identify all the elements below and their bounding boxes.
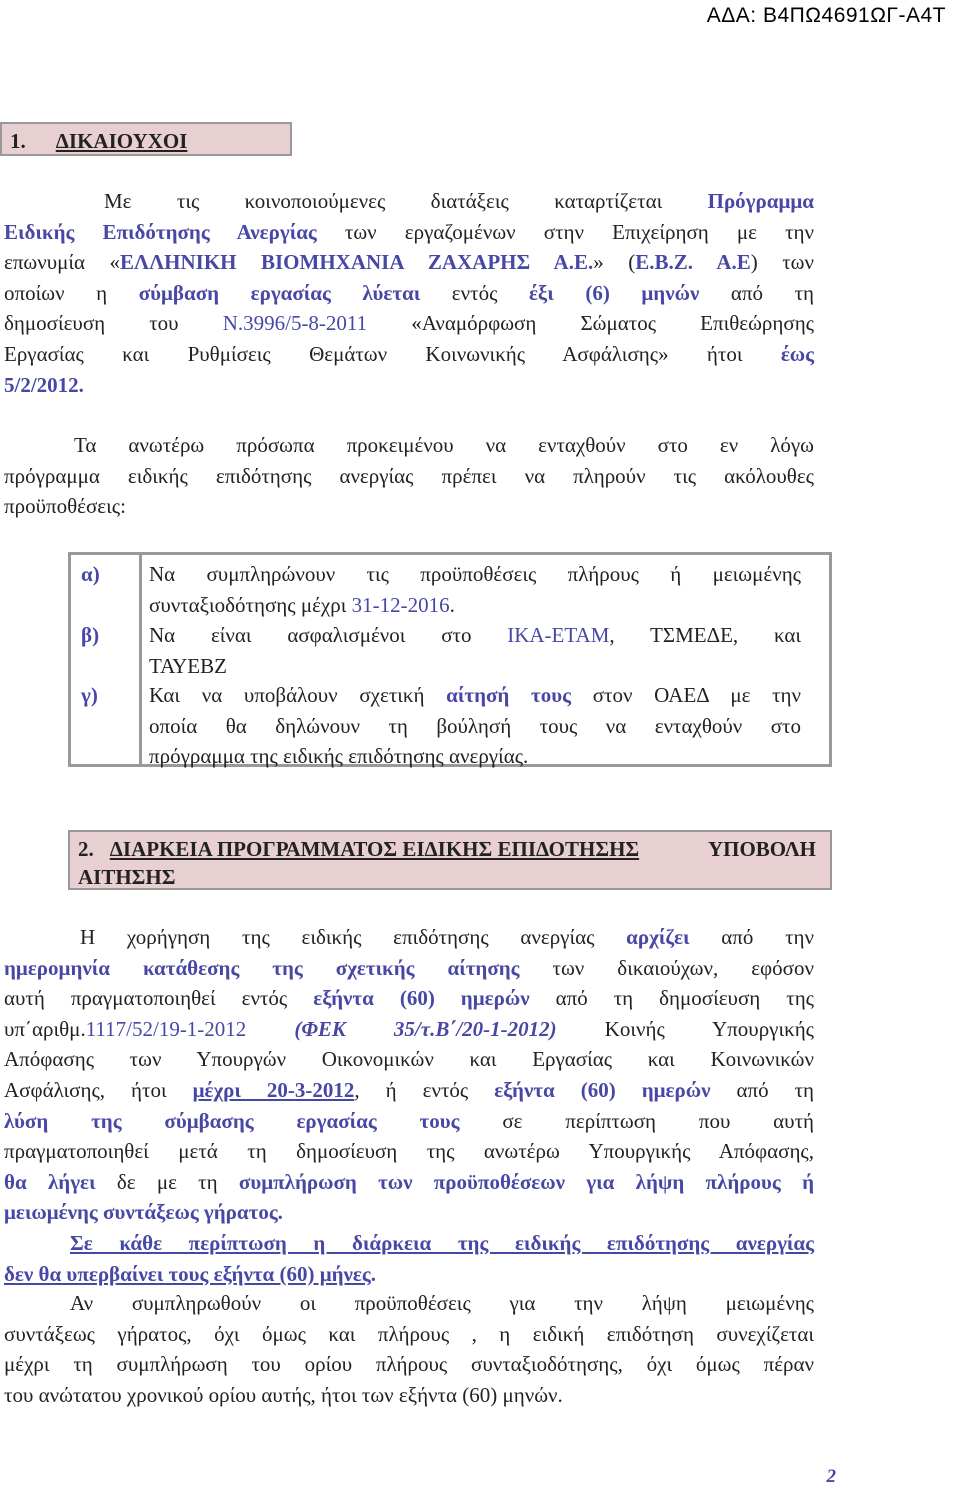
section2-title: ΔΙΑΡΚΕΙΑ ΠΡΟΓΡΑΜΜΑΤΟΣ ΕΙΔΙΚΗΣ ΕΠΙΔΟΤΗΣΗΣ — [109, 837, 640, 861]
text-line: του ανώτατου χρονικού ορίου αυτής, ήτοι των εξήντα (60) μηνών. — [4, 1382, 563, 1407]
date-value: 31-12-2016 — [351, 592, 450, 617]
text-span: » ( — [593, 250, 636, 275]
ada-code: ΑΔΑ: Β4ΠΩ4691ΩΓ-Α4Τ — [706, 4, 946, 27]
section2-number: 2. — [78, 837, 94, 861]
section2-paragraph-1 — [4, 922, 814, 1228]
table-divider — [139, 555, 142, 764]
text-line: πρόγραμμα ειδικής επιδότησης ανεργίας πρέπει να πληρούν τις ακόλουθες — [4, 463, 814, 488]
text-span: Ε.Β.Ζ. Α.Ε — [635, 250, 751, 275]
condition-text — [149, 559, 801, 620]
text-span: σύμβαση εργασίας λύεται — [138, 280, 421, 305]
section1-paragraph-2 — [4, 430, 814, 522]
text-line: προϋποθέσεις: — [4, 494, 126, 519]
section2-paragraph-3 — [4, 1288, 814, 1410]
section2-title-line2: ΑΙΤΗΣΗΣ — [78, 865, 176, 889]
text-line: μειωμένης συντάξεως γήρατος. — [4, 1200, 283, 1225]
text-line: Τα ανωτέρω πρόσωπα προκειμένου να ενταχθούν στο εν λόγω — [74, 433, 814, 457]
text-span: αίτησή τους — [446, 683, 571, 707]
section2-heading — [68, 830, 832, 890]
text-span: συνταξιοδότησης μέχρι — [149, 592, 352, 617]
text-span: Εργασίας και Ρυθμίσεις Θεμάτων Κοινωνικής Ασφάλισης» ήτοι — [4, 341, 781, 366]
text-span: των εργαζομένων στην Επιχείρηση με την — [316, 219, 814, 244]
text-line: Αν συμπληρωθούν οι προϋποθέσεις για την λήψη μειωμένης — [70, 1291, 814, 1315]
text-span: . — [449, 592, 455, 617]
text-span: ) των — [750, 250, 814, 275]
text-line: συντάξεως γήρατος, όχι όμως και πλήρους , η ειδική επιδότηση συνεχίζεται — [4, 1321, 814, 1346]
text-span: επωνυμία « — [4, 250, 121, 275]
text-span: από τη — [699, 280, 815, 305]
text-span: εξήντα (60) ημερών — [494, 1077, 711, 1102]
text-span: Με τις κοινοποιούμενες διατάξεις καταρτίζεται — [104, 189, 708, 213]
condition-label: β) — [81, 623, 100, 647]
text-span: Να είναι ασφαλισμένοι στο — [149, 623, 508, 647]
section1-paragraph-1 — [4, 186, 814, 400]
text-line: Απόφασης των Υπουργών Οικονομικών και Εργασίας και Κοινωνικών — [4, 1047, 814, 1072]
text-span: εξήντα (60) ημερών — [313, 986, 530, 1011]
deadline-date: μέχρι 20-3-2012 — [192, 1077, 355, 1102]
text-span: στον ΟΑΕΔ με την — [571, 683, 802, 707]
condition-text — [149, 620, 801, 681]
page-number: 2 — [826, 1466, 836, 1487]
section2-title-right: ΥΠΟΒΟΛΗ — [707, 837, 816, 861]
text-span: δε με τη — [95, 1169, 239, 1194]
text-span: ΕΛΛΗΝΙΚΗ ΒΙΟΜΗΧΑΝΙΑ ΖΑΧΑΡΗΣ Α.Ε. — [120, 250, 594, 275]
text-span: θα λήγει — [4, 1169, 96, 1194]
conditions-table — [68, 552, 832, 767]
text-span: . — [370, 1261, 377, 1286]
text-span: Κοινής Υπουργικής — [556, 1016, 814, 1041]
text-span: Ασφάλισης, ήτοι — [4, 1077, 193, 1102]
text-span: , ή εντός — [354, 1077, 495, 1102]
text-span: , ΤΣΜΕΔΕ, και — [609, 623, 801, 647]
text-span: αυτή πραγματοποιηθεί εντός — [4, 986, 314, 1011]
text-span: από την — [689, 925, 814, 949]
text-span: δημοσίευση του — [4, 311, 223, 336]
condition-text — [149, 680, 801, 772]
text-line: Σε κάθε περίπτωση η διάρκεια της ειδικής επιδότησης ανεργίας — [70, 1231, 814, 1255]
section2-paragraph-2 — [4, 1228, 814, 1289]
condition-label: γ) — [81, 683, 98, 707]
text-span: Πρόγραμμα — [707, 189, 814, 213]
text-span: Η χορήγηση της ειδικής επιδότησης ανεργίας — [80, 925, 627, 949]
condition-label: α) — [81, 562, 100, 586]
section1-number: 1. — [10, 129, 26, 153]
text-span: λύση της σύμβασης εργασίας τους — [4, 1108, 460, 1133]
law-reference: Ν.3996/5-8-2011 — [222, 311, 368, 336]
text-line: Να συμπληρώνουν τις προϋποθέσεις πλήρους ή μειωμένης — [149, 562, 801, 586]
text-span: Και να υποβάλουν σχετική — [149, 683, 447, 707]
deadline-date: 5/2/2012. — [4, 372, 84, 397]
text-span: σε περίπτωση που αυτή — [459, 1108, 814, 1133]
text-line: οποία θα δηλώνουν τη βούλησή τους να ενταχθούν στο — [149, 713, 801, 738]
text-span: συμπλήρωση των προϋποθέσεων για λήψη πλήρους ή — [238, 1169, 815, 1194]
section1-title: ΔΙΚΑΙΟΥΧΟΙ — [55, 129, 188, 153]
text-span: των δικαιούχων, εφόσον — [519, 955, 814, 980]
text-span: ημερομηνία κατάθεσης της σχετικής αίτησης — [4, 955, 520, 980]
text-line: πρόγραμμα της ειδικής επιδότησης ανεργίας. — [149, 744, 529, 769]
decision-number: 1117/52/19-1-2012 — [85, 1016, 247, 1041]
text-span: έξι (6) μηνών — [528, 280, 700, 305]
text-span: έως — [780, 341, 814, 366]
text-span: από τη δημοσίευση της — [529, 986, 815, 1011]
text-line: ΤΑΥΕΒΖ — [149, 653, 227, 678]
gazette-reference: (ΦΕΚ 35/τ.Β΄/20-1-2012) — [246, 1016, 557, 1041]
text-span: εντός — [420, 280, 529, 305]
text-span: «Αναμόρφωση Σώματος Επιθεώρησης — [367, 311, 814, 336]
text-span: δεν θα υπερβαίνει τους εξήντα (60) μήνες — [4, 1261, 371, 1286]
text-span: οποίων η — [4, 280, 139, 305]
text-span: υπ΄αριθμ. — [4, 1016, 86, 1041]
text-span: αρχίζει — [626, 925, 690, 949]
section1-heading — [0, 122, 292, 156]
text-span: από τη — [710, 1077, 814, 1102]
text-line: πραγματοποιηθεί μετά τη δημοσίευση της ανωτέρω Υπουργικής Απόφασης, — [4, 1139, 814, 1164]
text-span: Ειδικής Επιδότησης Ανεργίας — [4, 219, 317, 244]
text-line: μέχρι τη συμπλήρωση του ορίου πλήρους συνταξιοδότησης, όχι όμως πέραν — [4, 1352, 814, 1377]
insurer-name: ΙΚΑ-ΕΤΑΜ — [507, 623, 610, 647]
